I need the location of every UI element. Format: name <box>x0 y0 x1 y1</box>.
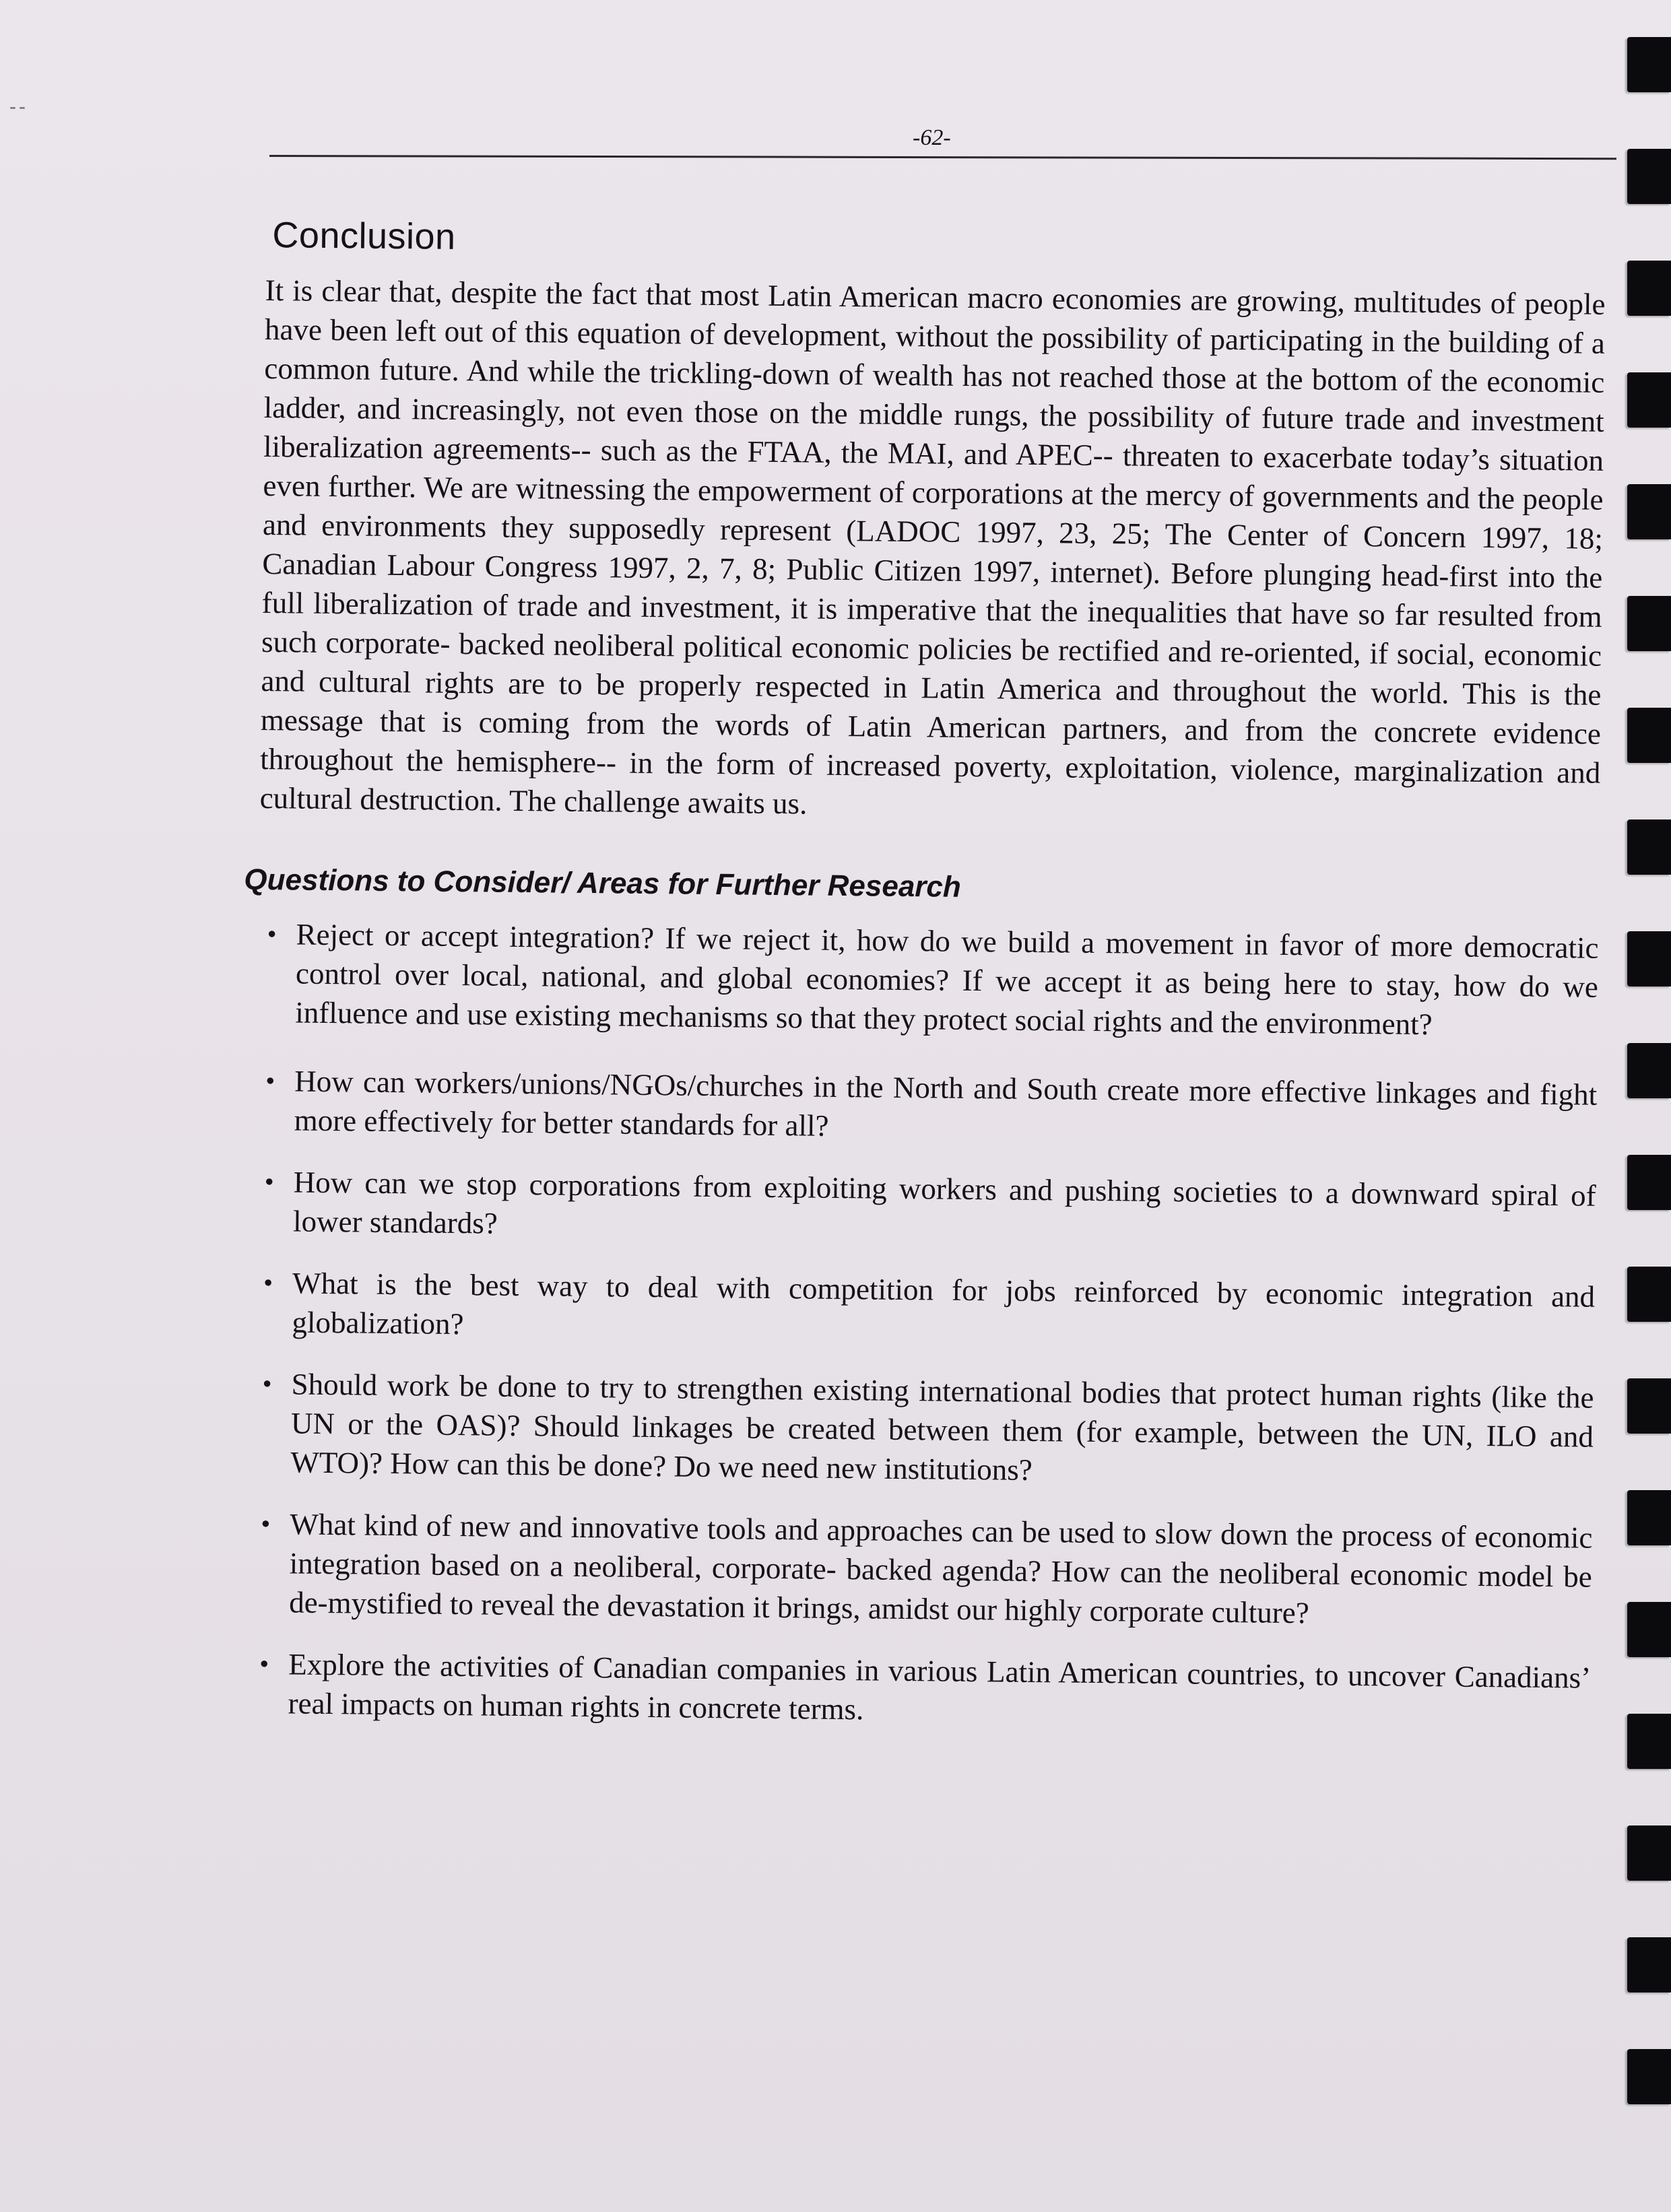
binding-tab <box>1627 1602 1671 1657</box>
question-item <box>250 1644 1591 1737</box>
question-text: How can workers/unions/NGOs/churches in the North and South create more effective linkages and fight more effectively for better standards for all? <box>294 1064 1598 1143</box>
question-item <box>253 1364 1594 1496</box>
question-text: Should work be done to try to strengthen existing international bodies that protect human rights (like the UN or the OAS)? Should linkages be created between them (for example, between the UN, ILO and WTO)? How can this be done? Do we need new institutions? <box>290 1367 1594 1487</box>
questions-heading: Questions to Consider/ Areas for Further Research <box>244 863 962 904</box>
question-text: How can we stop corporations from exploiting workers and pushing societies to a downward spiral of lower standards? <box>292 1165 1596 1240</box>
bullet-icon: • <box>259 1648 269 1679</box>
question-item <box>251 1504 1593 1636</box>
binding-tab <box>1627 372 1671 428</box>
binding-tab <box>1627 484 1671 539</box>
bullet-icon: • <box>263 1267 273 1298</box>
binding-tab <box>1627 931 1671 986</box>
binding-tab <box>1627 1267 1671 1322</box>
binding-tab <box>1627 1490 1671 1545</box>
binding-tab <box>1627 261 1671 316</box>
bullet-icon: • <box>267 918 277 949</box>
binding-tab <box>1627 37 1671 92</box>
questions-list <box>250 914 1598 1737</box>
question-text: What is the best way to deal with competition for jobs reinforced by economic integration and globalization? <box>292 1266 1596 1341</box>
conclusion-paragraph: It is clear that, despite the fact that most Latin American macro economies are growing, multitudes of people have been left out of this equation of development, without the possibility of participating in the building of a common future. And while the trickling-down of wealth has not reached those at the bottom of the economic ladder, and increasingly, not even those on the middle rungs, the possibility of future trade and investment liberalization agreements-- such as the FTAA, the MAI, and APEC-- threaten to exacerbate today’s situation even further. We are witnessing the empowerment of corporations at the mercy of governments and the people and environments they supposedly represent (LADOC 1997, 23, 25; The Center of Concern 1997, 18; Canadian Labour Congress 1997, 2, 7, 8; Public Citizen 1997, internet). Before plunging head-first into the full liberalization of trade and investment, it is imperative that the inequalities that have so far resulted from such corporate- backed neoliberal political economic policies be rectified and re-oriented, if social, economic and cultural rights are to be properly respected in Latin America and throughout the world. This is the message that is coming from the words of Latin American partners, and from the concrete evidence throughout the hemisphere-- in the form of increased poverty, exploitation, violence, marginalization and cultural destruction. The challenge awaits us. <box>259 273 1606 821</box>
question-text: What kind of new and innovative tools and approaches can be used to slow down the process of economic integration based on a neoliberal, corporate- backed agenda? How can the neoliberal economic model be de-mystified to reveal the devastation it brings, amidst our highly corporate culture? <box>288 1507 1593 1630</box>
question-text: Explore the activities of Canadian companies in various Latin American countries, to uncover Canadians’ real impacts on human rights in concrete terms. <box>288 1647 1592 1727</box>
header-rule <box>269 155 1616 160</box>
binding-tab <box>1627 708 1671 763</box>
binding-tab <box>1627 1378 1671 1434</box>
question-item <box>254 1263 1595 1355</box>
question-item <box>255 1162 1596 1254</box>
page-content <box>244 202 1606 1759</box>
binding-tab <box>1627 1825 1671 1881</box>
conclusion-heading: Conclusion <box>272 215 456 257</box>
binding-tab <box>1627 819 1671 875</box>
binding-tab <box>1627 596 1671 651</box>
binding-tab <box>1627 149 1671 204</box>
binding-tab <box>1627 2049 1671 2104</box>
binding-tab <box>1627 1937 1671 1992</box>
binding-tab <box>1627 1714 1671 1769</box>
question-text: Reject or accept integration? If we reject it, how do we build a movement in favor of more democratic control over local, national, and global economies? If we accept it as being here to stay, how do we influence and use existing mechanisms so that they protect social rights and the environment? <box>295 917 1599 1042</box>
binding-tab <box>1627 1043 1671 1098</box>
bullet-icon: • <box>265 1065 275 1096</box>
binding-tab <box>1627 1155 1671 1210</box>
scan-mark: -- <box>9 96 28 118</box>
question-item <box>256 1061 1597 1153</box>
question-item <box>257 914 1599 1046</box>
page-number: -62- <box>913 125 951 150</box>
binding-tabs <box>1620 0 1671 2212</box>
bullet-icon: • <box>264 1166 275 1197</box>
bullet-icon: • <box>261 1508 271 1539</box>
bullet-icon: • <box>262 1368 272 1399</box>
